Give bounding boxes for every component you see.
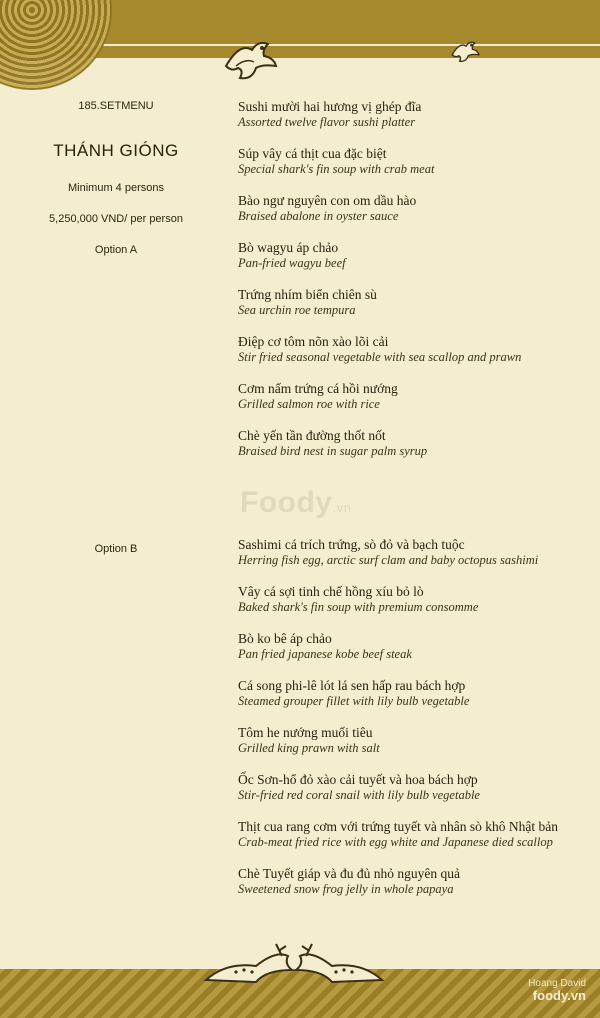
option-a-item <box>238 146 598 177</box>
option-b-item <box>238 631 598 662</box>
watermark-brand: Foody <box>240 486 333 519</box>
option-b-item <box>238 584 598 615</box>
option-a-item <box>238 428 598 459</box>
option-a-item <box>238 99 598 130</box>
dish-vn: Bào ngư nguyên con om dầu hào <box>238 193 417 208</box>
dish-en: Baked shark's fin soup with premium consomme <box>238 600 479 614</box>
menu-title: THÁNH GIÓNG <box>53 141 179 160</box>
option-b-label: Option B <box>94 543 138 555</box>
option-b-item <box>238 537 598 568</box>
foody-watermark <box>240 486 351 520</box>
option-b-item <box>238 819 598 850</box>
deer-ornament-icon <box>196 940 392 990</box>
dish-vn: Điệp cơ tôm nõn xào lõi cải <box>238 334 389 349</box>
dish-vn: Ốc Sơn-hổ đỏ xào cải tuyết và hoa bách hợp <box>238 772 478 787</box>
dish-en: Braised abalone in oyster sauce <box>238 209 399 223</box>
menu-code: 185.SETMENU <box>78 100 154 112</box>
menu-minimum: Minimum 4 persons <box>68 182 164 194</box>
dish-en: Braised bird nest in sugar palm syrup <box>238 444 428 458</box>
option-b-item <box>238 866 598 897</box>
dish-vn: Chè Tuyết giáp và đu đủ nhỏ nguyên quả <box>238 866 460 881</box>
dish-vn: Cá song phi-lê lót lá sen hấp rau bách hợp <box>238 678 466 693</box>
dish-en: Stir fried seasonal vegetable with sea scallop and prawn <box>238 350 522 364</box>
credit-author: Hoang David <box>528 978 586 989</box>
lac-bird-icon-large <box>222 36 278 82</box>
dish-vn: Sushi mười hai hương vị ghép đĩa <box>238 99 422 114</box>
bronze-drum-ornament <box>0 0 112 90</box>
dish-vn: Vây cá sợi tinh chế hồng xíu bỏ lò <box>238 584 424 599</box>
dish-en: Grilled king prawn with salt <box>238 741 380 755</box>
option-b-item <box>238 772 598 803</box>
dish-vn: Tôm he nướng muối tiêu <box>238 725 373 740</box>
dish-vn: Thịt cua rang cơm với trứng tuyết và nhân sò khô Nhật bản <box>238 819 559 834</box>
dish-vn: Bò ko bê áp chảo <box>238 631 332 646</box>
watermark-suffix: .vn <box>332 500 352 515</box>
dish-en: Special shark's fin soup with crab meat <box>238 162 435 176</box>
dish-vn: Trứng nhím biển chiên sù <box>238 287 377 302</box>
dish-en: Crab-meat fried rice with egg white and Japanese died scallop <box>238 835 553 849</box>
dish-vn: Cơm nấm trứng cá hồi nướng <box>238 381 398 396</box>
dish-en: Sweetened snow frog jelly in whole papaya <box>238 882 454 896</box>
option-a-item <box>238 193 598 224</box>
option-a-item <box>238 240 598 271</box>
dish-en: Pan fried japanese kobe beef steak <box>238 647 412 661</box>
dish-vn: Bò wagyu áp chảo <box>238 240 339 255</box>
dish-vn: Súp vây cá thịt cua đặc biệt <box>238 146 387 161</box>
option-a-item <box>238 287 598 318</box>
dish-en: Pan-fried wagyu beef <box>238 256 346 270</box>
dish-en: Herring fish egg, arctic surf clam and baby octopus sashimi <box>238 553 539 567</box>
dish-en: Grilled salmon roe with rice <box>238 397 380 411</box>
option-a-item <box>238 334 598 365</box>
credit-brand: foody.vn <box>532 988 586 1003</box>
dish-en: Assorted twelve flavor sushi platter <box>238 115 416 129</box>
dish-vn: Sashimi cá trích trứng, sò đỏ và bạch tuộc <box>238 537 465 552</box>
photo-credit <box>528 978 586 1002</box>
option-b-item <box>238 678 598 709</box>
lac-bird-icon-small <box>450 38 480 64</box>
dish-en: Steamed grouper fillet with lily bulb vegetable <box>238 694 470 708</box>
option-a-label: Option A <box>94 244 138 256</box>
menu-price: 5,250,000 VND/ per person <box>49 213 183 225</box>
dish-en: Stir-fried red coral snail with lily bulb vegetable <box>238 788 480 802</box>
dish-vn: Chè yến tần đường thốt nốt <box>238 428 386 443</box>
dish-en: Sea urchin roe tempura <box>238 303 356 317</box>
option-a-item <box>238 381 598 412</box>
option-b-item <box>238 725 598 756</box>
